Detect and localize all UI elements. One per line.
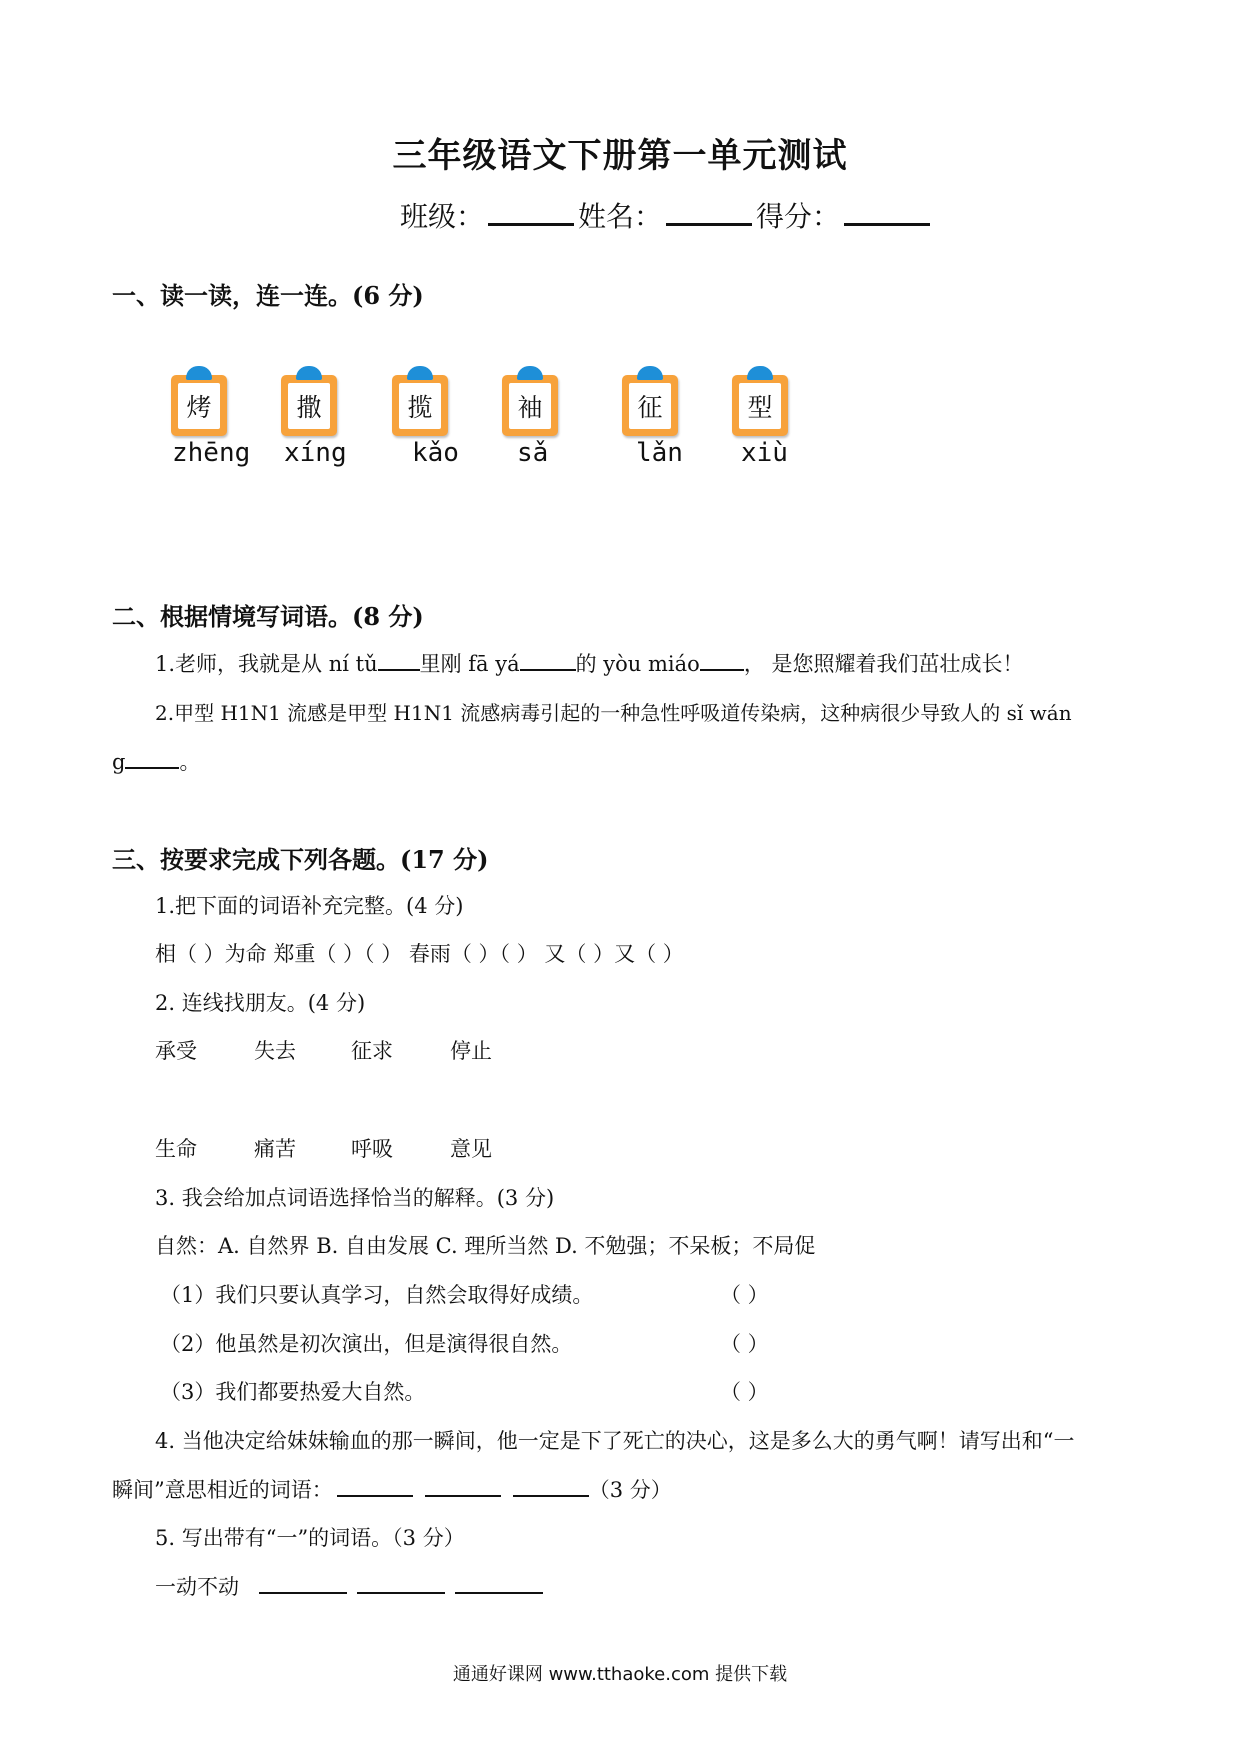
q2-title: 2. 连线找朋友。(4 分): [155, 991, 366, 1015]
match-top-word[interactable]: 停止: [450, 1039, 492, 1063]
q2-line2-end: 。: [179, 750, 201, 774]
q1-title: 1.把下面的词语补充完整。(4 分): [155, 894, 464, 918]
name-blank[interactable]: [666, 197, 752, 226]
section3-heading: 三、按要求完成下列各题。(17 分): [112, 845, 489, 874]
clip-icon: [637, 366, 663, 380]
q3-answer-paren[interactable]: （ ）: [720, 1283, 769, 1307]
section1-heading: 一、读一读，连一连。(6 分): [112, 281, 424, 310]
q1-items: 相（ ）为命 郑重（ ）（ ） 春雨（ ）（ ） 又（ ）又（ ）: [155, 942, 684, 966]
q3-title: 3. 我会给加点词语选择恰当的解释。(3 分): [155, 1186, 555, 1210]
char-card-3: [392, 366, 448, 436]
clip-icon: [407, 366, 433, 380]
pinyin-3: kǎo: [412, 438, 459, 468]
match-top-word[interactable]: 承受: [155, 1039, 197, 1063]
match-top-word[interactable]: 失去: [254, 1039, 296, 1063]
match-top-word[interactable]: 征求: [351, 1039, 393, 1063]
class-label: 班级：: [400, 200, 485, 233]
pinyin-4: sǎ: [517, 438, 549, 468]
q4-line1: 4. 当他决定给妹妹输血的那一瞬间，他一定是下了死亡的决心，这是多么大的勇气啊！请写出和“一: [155, 1429, 1075, 1453]
clip-icon: [517, 366, 543, 380]
clip-icon: [186, 366, 212, 380]
answer-blank[interactable]: [520, 649, 576, 671]
answer-blank[interactable]: [337, 1475, 413, 1497]
char-card-5: [622, 366, 678, 436]
q3-options: 自然：A. 自然界 B. 自由发展 C. 理所当然 D. 不勉强；不呆板；不局促: [155, 1234, 816, 1258]
q1-part1: 1.老师，我就是从 ní tǔ: [155, 652, 378, 676]
page-title: 三年级语文下册第一单元测试: [392, 136, 848, 176]
q2-line2-start: g: [112, 750, 126, 774]
section2-q2-line1: 2.甲型 H1N1 流感是甲型 H1N1 流感病毒引起的一种急性呼吸道传染病，这种病很少导致人的 sǐ wán: [155, 701, 1072, 725]
answer-blank[interactable]: [378, 649, 420, 671]
q3-answer-paren[interactable]: （ ）: [720, 1380, 769, 1404]
match-bottom-word[interactable]: 意见: [450, 1137, 492, 1161]
class-blank[interactable]: [488, 197, 574, 226]
section2-q1: [155, 648, 1024, 678]
q5-line: [155, 1571, 543, 1601]
section2-heading: 二、根据情境写词语。(8 分): [112, 602, 424, 631]
student-info-line: [400, 195, 934, 235]
answer-blank[interactable]: [455, 1572, 543, 1594]
char-card-text: 型: [739, 383, 781, 429]
char-card-text: 征: [629, 383, 671, 429]
q1-part4: ， 是您照耀着我们茁壮成长！: [743, 652, 1024, 676]
clip-icon: [747, 366, 773, 380]
char-card-text: 烤: [178, 383, 220, 429]
pinyin-5: lǎn: [636, 438, 683, 468]
name-label: 姓名：: [578, 200, 663, 233]
q1-part2: 里刚 fā yá: [419, 652, 520, 676]
clip-icon: [296, 366, 322, 380]
q4-line2: [112, 1474, 672, 1504]
pinyin-2: xíng: [284, 438, 347, 468]
char-card-text: 袖: [509, 383, 551, 429]
q3-item-1: （1）我们只要认真学习，自然会取得好成绩。: [160, 1283, 594, 1307]
pinyin-6: xiù: [741, 438, 788, 468]
q3-item-3: （3）我们都要热爱大自然。: [160, 1380, 426, 1404]
char-card-6: [732, 366, 788, 436]
q4-prompt: 瞬间”意思相近的词语：: [112, 1478, 333, 1502]
match-bottom-word[interactable]: 呼吸: [351, 1137, 393, 1161]
char-card-text: 撒: [288, 383, 330, 429]
q5-title: 5. 写出带有“一”的词语。（3 分）: [155, 1526, 465, 1550]
q4-score: （3 分）: [588, 1478, 672, 1502]
char-card-1: [171, 366, 227, 436]
char-card-2: [281, 366, 337, 436]
q5-example: 一动不动: [155, 1575, 239, 1599]
q3-answer-paren[interactable]: （ ）: [720, 1332, 769, 1356]
char-card-text: 揽: [399, 383, 441, 429]
answer-blank[interactable]: [425, 1475, 501, 1497]
match-bottom-word[interactable]: 生命: [155, 1137, 197, 1161]
section2-q2-line2: [112, 746, 200, 776]
match-bottom-word[interactable]: 痛苦: [254, 1137, 296, 1161]
answer-blank[interactable]: [513, 1475, 589, 1497]
score-blank[interactable]: [844, 197, 930, 226]
q3-item-2: （2）他虽然是初次演出，但是演得很自然。: [160, 1332, 573, 1356]
answer-blank[interactable]: [700, 649, 744, 671]
score-label: 得分：: [756, 200, 841, 233]
answer-blank[interactable]: [357, 1572, 445, 1594]
char-card-4: [502, 366, 558, 436]
q1-part3: 的 yòu miáo: [575, 652, 700, 676]
answer-blank[interactable]: [125, 747, 179, 769]
answer-blank[interactable]: [259, 1572, 347, 1594]
footer-credit: 通通好课网 www.tthaoke.com 提供下载: [452, 1664, 788, 1685]
pinyin-1: zhēng: [172, 438, 251, 468]
